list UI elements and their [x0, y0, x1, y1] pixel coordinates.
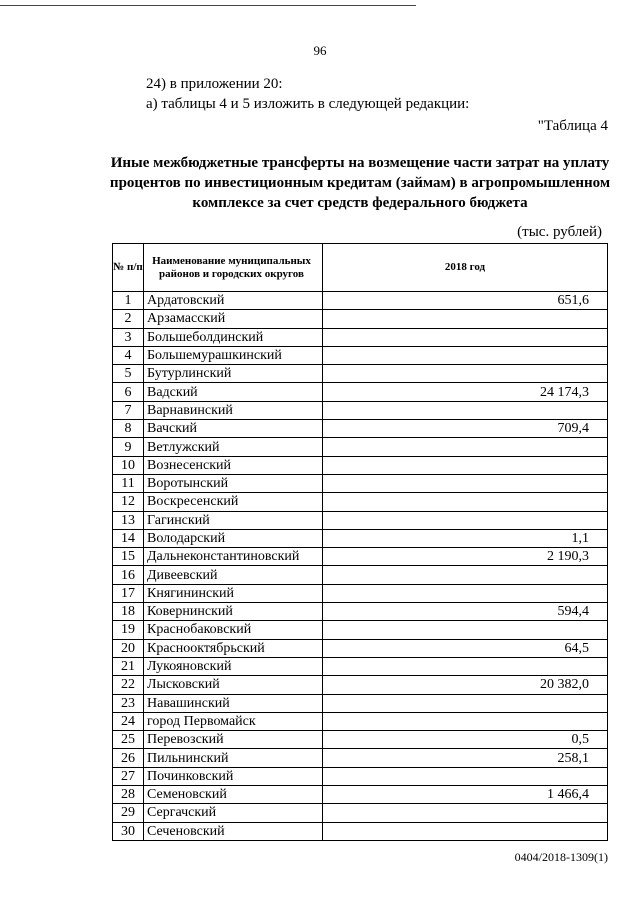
row-district-name: Варнавинский — [144, 401, 323, 419]
table-row — [113, 328, 608, 346]
row-number: 11 — [113, 474, 144, 492]
row-district-name: Дивеевский — [144, 566, 323, 584]
row-district-name: Бутурлинский — [144, 365, 323, 383]
row-district-name: Воротынский — [144, 474, 323, 492]
row-number: 8 — [113, 420, 144, 438]
table-row — [113, 621, 608, 639]
row-number: 2 — [113, 310, 144, 328]
row-number: 27 — [113, 767, 144, 785]
row-number: 28 — [113, 786, 144, 804]
row-district-name: Сергачский — [144, 804, 323, 822]
row-value: 24 174,3 — [323, 383, 608, 401]
row-value — [323, 822, 608, 840]
row-value: 594,4 — [323, 603, 608, 621]
table-row — [113, 292, 608, 310]
row-value: 258,1 — [323, 749, 608, 767]
row-value: 1,1 — [323, 529, 608, 547]
row-value — [323, 493, 608, 511]
table-row — [113, 657, 608, 675]
table-row — [113, 456, 608, 474]
row-number: 14 — [113, 529, 144, 547]
row-number: 18 — [113, 603, 144, 621]
row-number: 20 — [113, 639, 144, 657]
col-header-name: Наименование муниципальных районов и городских округов — [144, 244, 323, 292]
row-value — [323, 804, 608, 822]
table-row — [113, 804, 608, 822]
table-row — [113, 493, 608, 511]
table-row — [113, 548, 608, 566]
row-number: 23 — [113, 694, 144, 712]
row-number: 24 — [113, 712, 144, 730]
row-district-name: Ветлужский — [144, 438, 323, 456]
row-value — [323, 621, 608, 639]
row-number: 30 — [113, 822, 144, 840]
row-district-name: Семеновский — [144, 786, 323, 804]
table-row — [113, 731, 608, 749]
row-number: 12 — [113, 493, 144, 511]
row-value: 709,4 — [323, 420, 608, 438]
row-district-name: Перевозский — [144, 731, 323, 749]
row-value — [323, 511, 608, 529]
row-value: 2 190,3 — [323, 548, 608, 566]
row-district-name: Краснооктябрьский — [144, 639, 323, 657]
row-value — [323, 474, 608, 492]
table-row — [113, 474, 608, 492]
row-district-name: Лукояновский — [144, 657, 323, 675]
row-value — [323, 365, 608, 383]
row-district-name: Вачский — [144, 420, 323, 438]
intro-line-1: 24) в приложении 20: — [146, 76, 283, 92]
row-district-name: Большеболдинский — [144, 328, 323, 346]
row-district-name: Вадский — [144, 383, 323, 401]
row-value — [323, 346, 608, 364]
row-value — [323, 712, 608, 730]
document-code: 0404/2018-1309(1) — [514, 850, 608, 864]
row-district-name: Арзамасский — [144, 310, 323, 328]
row-district-name: Краснобаковский — [144, 621, 323, 639]
row-district-name: город Первомайск — [144, 712, 323, 730]
table-row — [113, 676, 608, 694]
row-number: 3 — [113, 328, 144, 346]
col-header-year: 2018 год — [323, 244, 608, 292]
row-value: 0,5 — [323, 731, 608, 749]
row-value — [323, 584, 608, 602]
row-number: 26 — [113, 749, 144, 767]
table-row — [113, 438, 608, 456]
row-number: 10 — [113, 456, 144, 474]
table-body — [113, 292, 608, 841]
table-row — [113, 511, 608, 529]
row-number: 4 — [113, 346, 144, 364]
row-district-name: Володарский — [144, 529, 323, 547]
table-header-row — [113, 244, 608, 292]
row-district-name: Навашинский — [144, 694, 323, 712]
table-row — [113, 767, 608, 785]
table-row — [113, 694, 608, 712]
transfers-table — [112, 243, 608, 841]
row-district-name: Сеченовский — [144, 822, 323, 840]
row-number: 9 — [113, 438, 144, 456]
col-header-num: № п/п — [113, 244, 144, 292]
row-number: 16 — [113, 566, 144, 584]
table-row — [113, 346, 608, 364]
row-number: 15 — [113, 548, 144, 566]
row-number: 22 — [113, 676, 144, 694]
table-row — [113, 529, 608, 547]
table-row — [113, 401, 608, 419]
row-district-name: Большемурашкинский — [144, 346, 323, 364]
row-value: 651,6 — [323, 292, 608, 310]
row-value: 1 466,4 — [323, 786, 608, 804]
row-district-name: Починковский — [144, 767, 323, 785]
row-number: 13 — [113, 511, 144, 529]
row-value — [323, 438, 608, 456]
top-divider — [0, 5, 416, 6]
row-value — [323, 657, 608, 675]
row-district-name: Воскресенский — [144, 493, 323, 511]
row-value — [323, 328, 608, 346]
row-number: 29 — [113, 804, 144, 822]
row-number: 1 — [113, 292, 144, 310]
table-row — [113, 420, 608, 438]
page-number: 96 — [313, 43, 327, 58]
row-district-name: Пильнинский — [144, 749, 323, 767]
row-district-name: Гагинский — [144, 511, 323, 529]
intro-line-2: а) таблицы 4 и 5 изложить в следующей редакции: — [146, 96, 470, 112]
row-district-name: Ковернинский — [144, 603, 323, 621]
row-number: 6 — [113, 383, 144, 401]
row-district-name: Княгининский — [144, 584, 323, 602]
row-district-name: Дальнеконстантиновский — [144, 548, 323, 566]
table-row — [113, 822, 608, 840]
row-value — [323, 456, 608, 474]
table-label: "Таблица 4 — [537, 118, 608, 134]
row-number: 25 — [113, 731, 144, 749]
row-value — [323, 566, 608, 584]
table-row — [113, 712, 608, 730]
row-value — [323, 694, 608, 712]
row-district-name: Ардатовский — [144, 292, 323, 310]
row-value: 20 382,0 — [323, 676, 608, 694]
row-number: 21 — [113, 657, 144, 675]
document-title: Иные межбюджетные трансферты на возмещение части затрат на уплату процентов по инвестиционным кредитам (займам) в агропромышленном комплексе за счет средств федерального бюджета — [109, 155, 611, 211]
table-row — [113, 639, 608, 657]
row-district-name: Вознесенский — [144, 456, 323, 474]
row-value — [323, 310, 608, 328]
row-number: 7 — [113, 401, 144, 419]
units-label: (тыс. рублей) — [517, 224, 602, 240]
table-row — [113, 310, 608, 328]
table-row — [113, 383, 608, 401]
row-number: 19 — [113, 621, 144, 639]
table-row — [113, 749, 608, 767]
row-district-name: Лысковский — [144, 676, 323, 694]
row-value: 64,5 — [323, 639, 608, 657]
table-row — [113, 603, 608, 621]
table-row — [113, 566, 608, 584]
table-row — [113, 584, 608, 602]
row-value — [323, 401, 608, 419]
table-row — [113, 786, 608, 804]
table-row — [113, 365, 608, 383]
row-value — [323, 767, 608, 785]
row-number: 5 — [113, 365, 144, 383]
row-number: 17 — [113, 584, 144, 602]
